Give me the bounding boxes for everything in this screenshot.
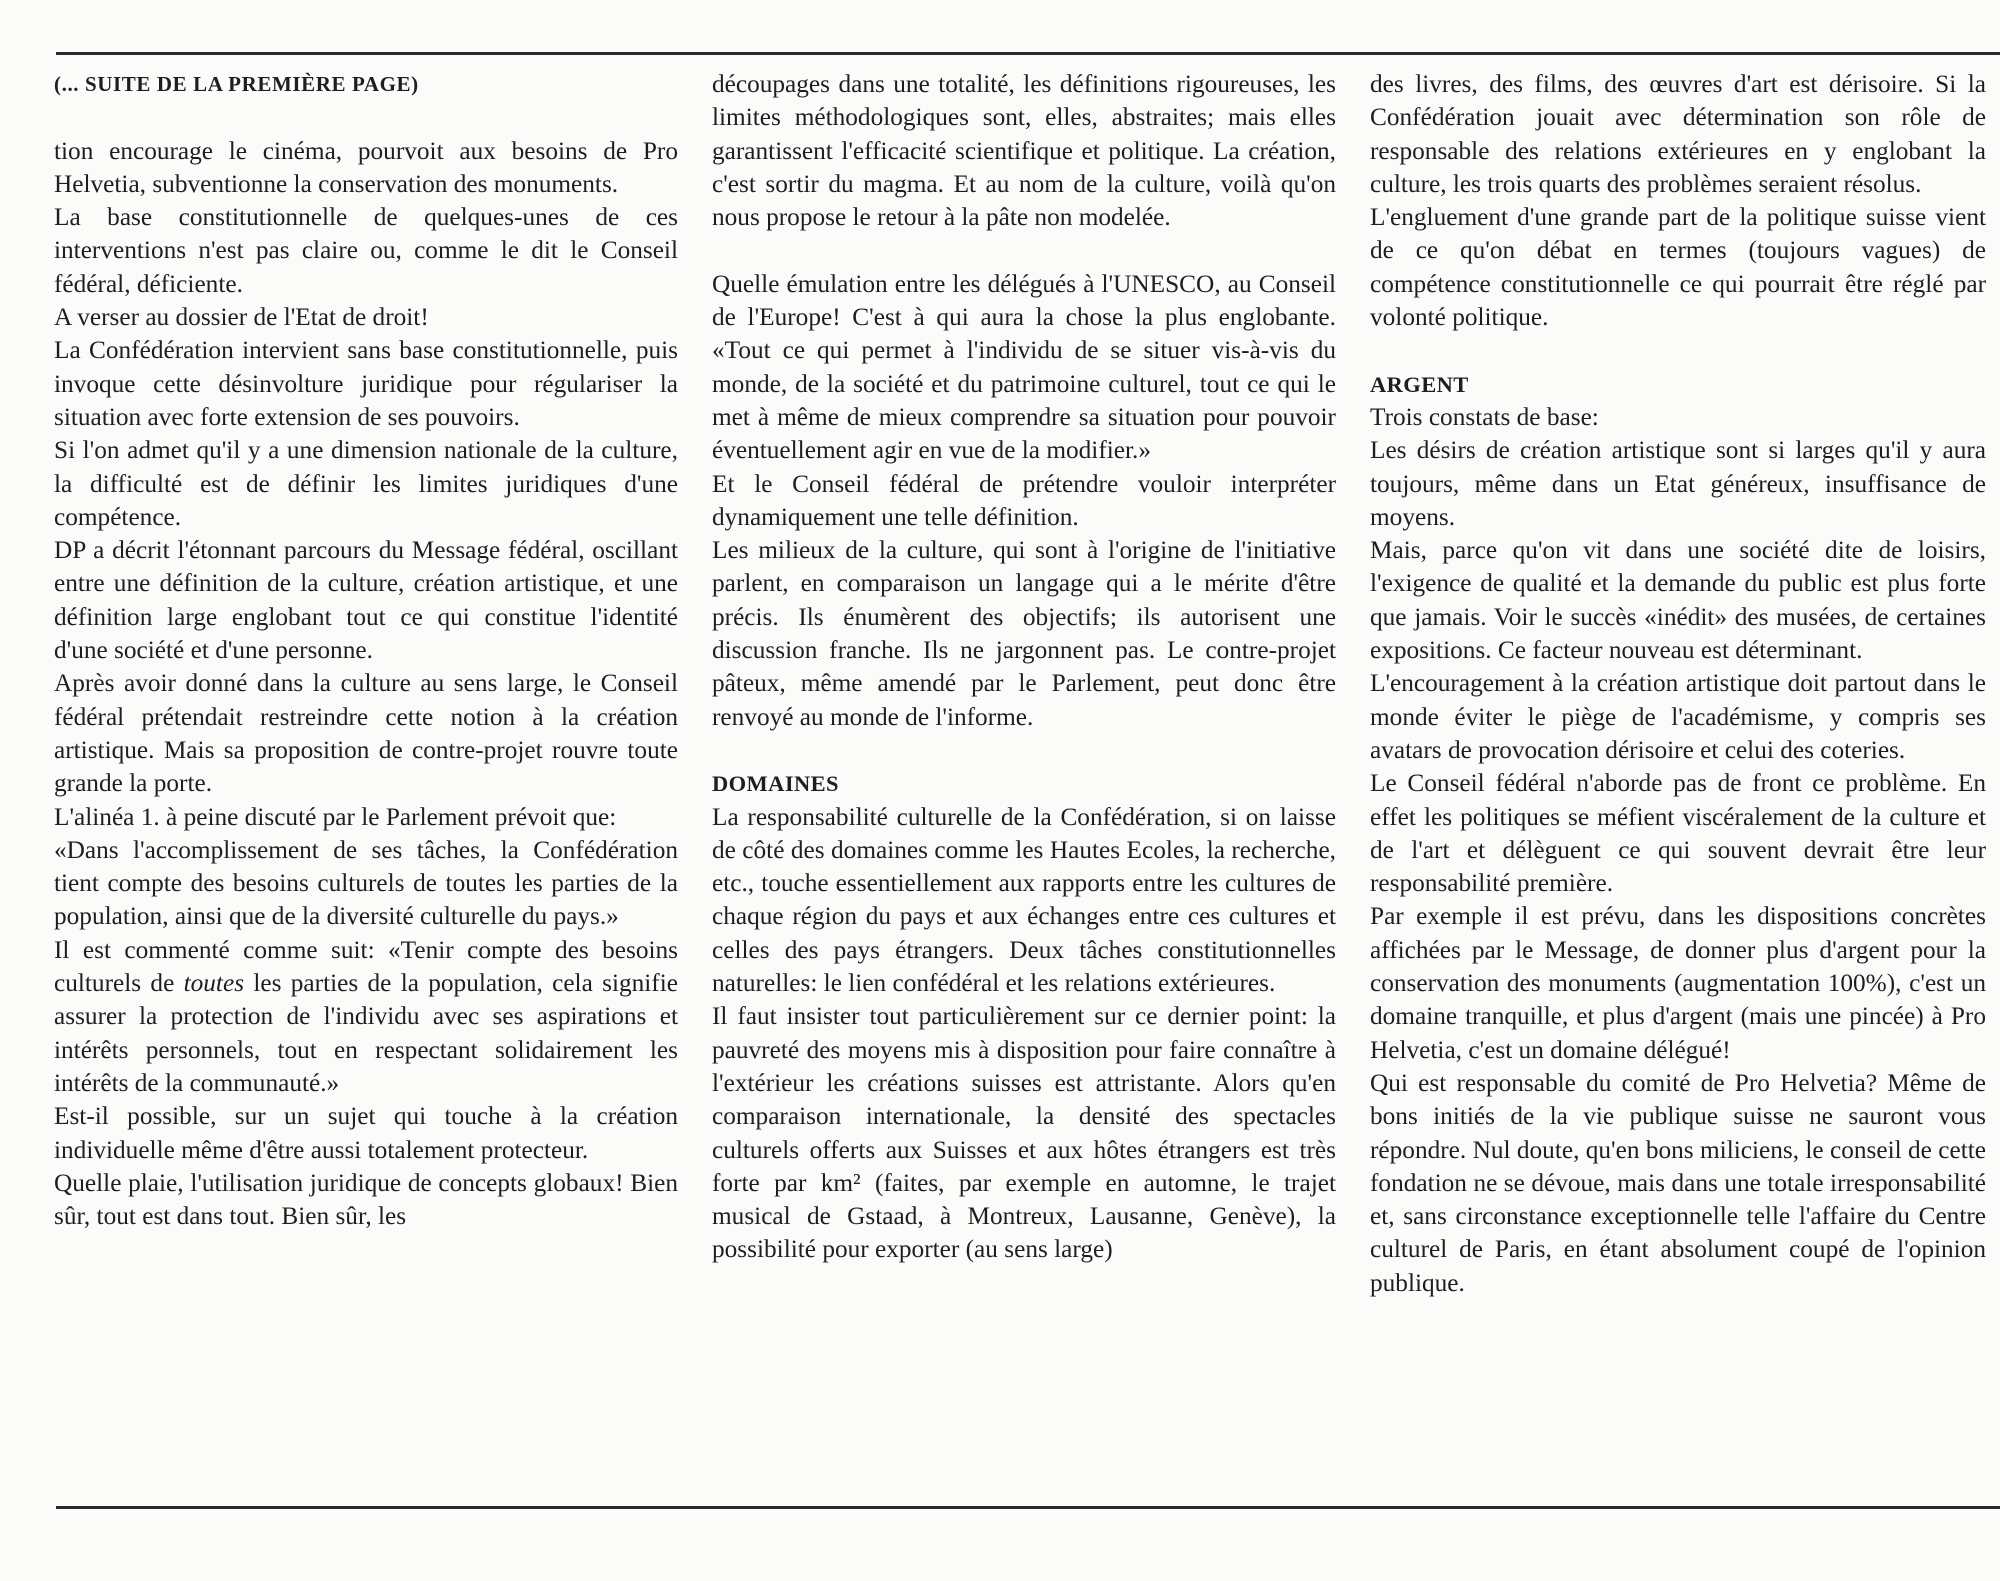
paragraph: Et le Conseil fédéral de prétendre vouloir interpréter dynamiquement une telle définition. [712, 469, 1336, 531]
paragraph: Qui est responsable du comité de Pro Helvetia? Même de bons initiés de la vie publique suisse ne sauront vous répondre. Nul doute, qu'en bons miliciens, le conseil de cette fondation ne se dévoue, mais dans une totale irresponsabilité et, sans circonstance exceptionnelle telle l'affaire du Centre culturel de Paris, en étant absolument coupé de l'opinion publique. [1370, 1068, 1986, 1297]
paragraph: Le Conseil fédéral n'aborde pas de front ce problème. En effet les politiques se méfient viscéralement de la culture et de l'art et délèguent ce qui souvent devrait être leur responsabilité première. [1370, 769, 1986, 898]
paragraph: L'engluement d'une grande part de la politique suisse vient de ce qu'on débat en termes (toujours vagues) de compétence constitutionnelle ce qui pourrait être réglé par volonté politique. [1370, 203, 1986, 332]
paragraph: Les désirs de création artistique sont si larges qu'il y aura toujours, même dans un Etat généreux, insuffisance de moyens. [1370, 436, 1986, 531]
paragraph: Est-il possible, sur un sujet qui touche à la création individuelle même d'être aussi totalement protecteur. [54, 1102, 678, 1164]
paragraph-with-emphasis [54, 934, 678, 1100]
paragraph: Après avoir donné dans la culture au sens large, le Conseil fédéral prétendait restreindre cette notion à la création artistique. Mais sa proposition de contre-projet rouvre toute grande la porte. [54, 669, 678, 798]
paragraph: La responsabilité culturelle de la Confédération, si on laisse de côté des domaines comme les Hautes Ecoles, la recherche, etc., touche essentiellement aux rapports entre les cultures de chaque région du pays et aux échanges entre ces cultures et celles des pays étrangers. Deux tâches constitutionnelles naturelles: le lien confédéral et les relations extérieures. [712, 802, 1336, 998]
paragraph: Les milieux de la culture, qui sont à l'origine de l'initiative parlent, en comparaison un langage qui a le mérite d'être précis. Ils énumèrent des objectifs; ils autorisent une discussion franche. Ils ne jargonnent pas. Le contre-projet pâteux, même amendé par le Parlement, peut donc être renvoyé au monde de l'informe. [712, 536, 1336, 731]
paragraph: Quelle plaie, l'utilisation juridique de concepts globaux! Bien sûr, tout est dans tout. Bien sûr, les [54, 1168, 678, 1231]
emphasis: toutes [183, 969, 245, 998]
paragraph: A verser au dossier de l'Etat de droit! [54, 303, 429, 332]
continuation-label: (... SUITE DE LA PREMIÈRE PAGE) [54, 72, 419, 96]
section-heading-argent: ARGENT [1370, 371, 1469, 397]
column-2 [712, 68, 1336, 1267]
column-1 [54, 68, 678, 1233]
spacer [712, 234, 1336, 267]
quote-paragraph: «Dans l'accomplissement de ses tâches, la Confédération tient compte des besoins culturels de toutes les parties de la population, ainsi que de la diversité culturelle du pays.» [54, 835, 678, 931]
paragraph: des livres, des films, des œuvres d'art est dérisoire. Si la Confédération jouait avec détermination son rôle de responsable des relations extérieures en y englobant la culture, les trois quarts des problèmes seraient résolus. [1370, 70, 1986, 198]
paragraph: Quelle émulation entre les délégués à l'UNESCO, au Conseil de l'Europe! C'est à qui aura la chose la plus englobante. «Tout ce qui permet à l'individu de se situer vis-à-vis du monde, de la société et du patrimoine culturel, tout ce qui le met à même de mieux comprendre sa situation pour pouvoir éventuellement agir en vue de la modifier.» [712, 269, 1336, 465]
paragraph: découpages dans une totalité, les définitions rigoureuses, les limites méthodologiques sont, elles, abstraites; mais elles garantissent l'efficacité scientifique et politique. La création, c'est sortir du magma. Et au nom de la culture, voilà qu'on nous propose le retour à la pâte non modelée. [712, 70, 1336, 232]
paragraph: DP a décrit l'étonnant parcours du Message fédéral, oscillant entre une définition de la culture, création artistique, et une définition large englobant tout ce qui constitue l'identité d'une société et d'une personne. [54, 536, 678, 665]
paragraph: Par exemple il est prévu, dans les dispositions concrètes affichées par le Message, de donner plus d'argent pour la conservation des monuments (augmentation 100%), c'est un domaine tranquille, et plus d'argent (mais une pincée) à Pro Helvetia, c'est un domaine délégué! [1370, 902, 1986, 1064]
paragraph: La base constitutionnelle de quelques-unes de ces interventions n'est pas claire ou, comme le dit le Conseil fédéral, déficiente. [54, 203, 678, 298]
bottom-rule [56, 1506, 2000, 1509]
spacer [712, 734, 1336, 767]
text-run: Il est commenté comme suit: «Tenir compte des besoins culturels de [54, 935, 678, 998]
spacer [54, 101, 678, 134]
paragraph: Si l'on admet qu'il y a une dimension nationale de la culture, la difficulté est de définir les limites juridiques d'une compétence. [54, 436, 678, 531]
paragraph: Il faut insister tout particulièrement sur ce dernier point: la pauvreté des moyens mis à disposition pour faire connaître à l'extérieur les créations suisses est attristante. Alors qu'en comparaison internationale, la densité des spectacles culturels offerts aux Suisses et aux hôtes étrangers est très forte par km² (faites, par exemple en automne, le trajet musical de Gstaad, à Montreux, Lausanne, Genève), la possibilité pour exporter (au sens large) [712, 1002, 1336, 1264]
section-heading-domaines: DOMAINES [712, 771, 839, 797]
spacer [1370, 334, 1986, 367]
top-rule [56, 52, 2000, 55]
paragraph: Mais, parce qu'on vit dans une société dite de loisirs, l'exigence de qualité et la demande du public est plus forte que jamais. Voir le succès «inédit» des musées, de certaines expositions. Ce facteur nouveau est déterminant. [1370, 536, 1986, 665]
paragraph: Trois constats de base: [1370, 402, 1599, 431]
paragraph: L'encouragement à la création artistique doit partout dans le monde éviter le piège de l'académisme, y compris ses avatars de provocation dérisoire et celui des coteries. [1370, 669, 1986, 764]
column-3 [1370, 68, 1986, 1300]
paragraph: tion encourage le cinéma, pourvoit aux besoins de Pro Helvetia, subventionne la conservation des monuments. [54, 136, 678, 198]
paragraph: La Confédération intervient sans base constitutionnelle, puis invoque cette désinvolture juridique pour régulariser la situation avec forte extension de ses pouvoirs. [54, 336, 678, 431]
text-run: les parties de la population, cela signifie assurer la protection de l'individu avec ses aspirations et intérêts personnels, tout en respectant solidairement les intérêts de la communauté.» [54, 969, 678, 1097]
paragraph: L'alinéa 1. à peine discuté par le Parlement prévoit que: [54, 802, 617, 831]
